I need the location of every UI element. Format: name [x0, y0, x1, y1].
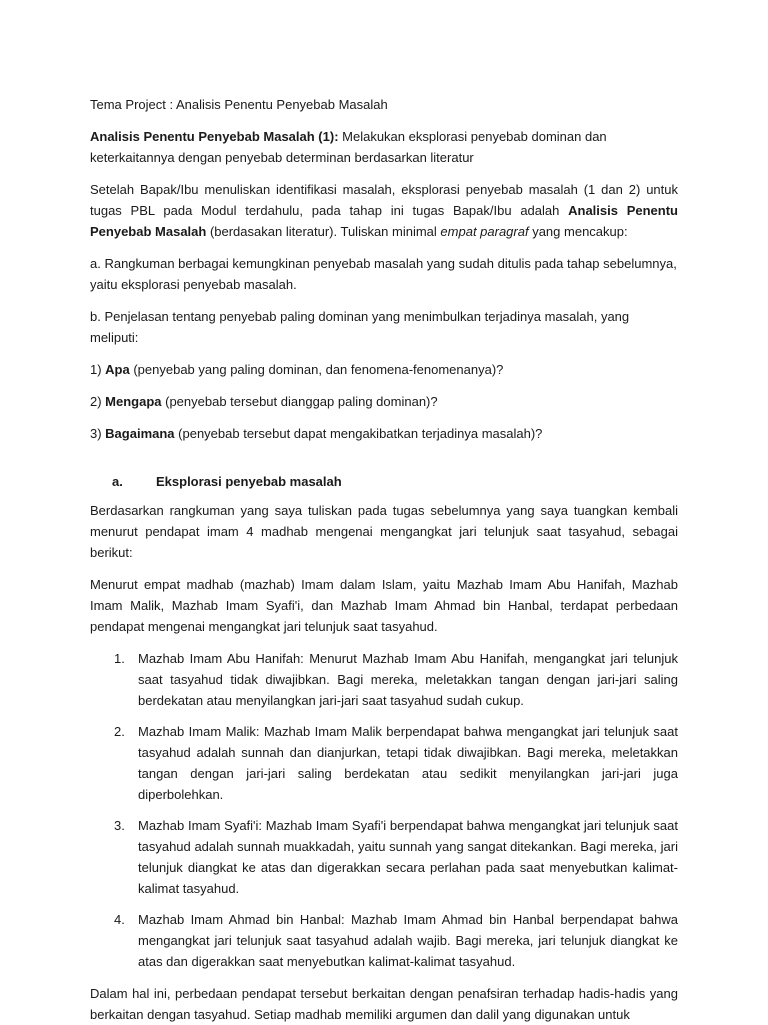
task-text-1: Setelah Bapak/Ibu menuliskan identifikasi masalah, eksplorasi penyebab masalah (1 dan 2) untuk tugas PBL pada Modul terdahulu, pada tahap ini tugas Bapak/Ibu adalah: [90, 182, 678, 218]
question-1-rest: (penyebab yang paling dominan, dan fenomena-fenomenanya)?: [129, 362, 504, 377]
intro-rest: Melakukan eksplorasi penyebab dominan dan keterkaitannya dengan penyebab determinan berdasarkan literatur: [90, 129, 607, 165]
intro-paragraph: [90, 126, 678, 168]
intro-bold: Analisis Penentu Penyebab Masalah (1):: [90, 129, 339, 144]
list-item-number: 2.: [114, 724, 125, 739]
question-2: [90, 391, 678, 412]
question-1: [90, 359, 678, 380]
question-3-rest: (penyebab tersebut dapat mengakibatkan terjadinya masalah)?: [174, 426, 543, 441]
list-item: [90, 909, 678, 972]
list-item-text: Mazhab Imam Syafi'i: Mazhab Imam Syafi'i berpendapat bahwa mengangkat jari telunjuk saat tasyahud adalah sunnah muakkadah, yaitu sunnah yang sangat ditekankan. Bagi mereka, jari telunjuk diangkat ke atas dan digerakkan secara perlahan pada saat menyebutkan kalimat-kalimat tasyahud.: [138, 818, 678, 896]
list-item-number: 4.: [114, 912, 125, 927]
list-item-text: Mazhab Imam Ahmad bin Hanbal: Mazhab Imam Ahmad bin Hanbal berpendapat bahwa mengangkat jari telunjuk saat tasyahud adalah wajib. Bagi mereka, jari telunjuk diangkat ke atas dan digerakkan saat menyebutkan kalimat-kalimat tasyahud.: [138, 912, 678, 969]
task-text-5: yang mencakup:: [528, 224, 628, 239]
question-1-bold: Apa: [105, 362, 130, 377]
question-3-bold: Bagaimana: [105, 426, 175, 441]
list-item-number: 1.: [114, 651, 125, 666]
list-item-text: Mazhab Imam Malik: Mazhab Imam Malik berpendapat bahwa mengangkat jari telunjuk saat tasyahud adalah sunnah dan dianjurkan, tetapi tidak diwajibkan. Bagi mereka, meletakkan tangan dengan jari-jari saling berdekatan atau sedikit menyilangkan jari-jari juga diperbolehkan.: [138, 724, 678, 802]
task-text-italic: empat paragraf: [440, 224, 529, 239]
point-a: a. Rangkuman berbagai kemungkinan penyebab masalah yang sudah ditulis pada tahap sebelumnya, yaitu eksplorasi penyebab masalah.: [90, 256, 677, 292]
question-3-num: 3): [90, 426, 106, 441]
task-paragraph: [90, 179, 678, 242]
task-text-3: (berdasakan literatur). Tuliskan minimal: [206, 224, 441, 239]
section-marker: a.: [112, 474, 123, 489]
body-paragraph-3: Dalam hal ini, perbedaan pendapat tersebut berkaitan dengan penafsiran terhadap hadis-hadis yang berkaitan dengan tasyahud. Setiap madhab memiliki argumen dan dalil yang digunakan untuk: [90, 986, 678, 1022]
question-3: [90, 423, 678, 444]
list-item: [90, 815, 678, 899]
project-theme-line: Tema Project : Analisis Penentu Penyebab Masalah: [90, 97, 388, 112]
point-b: b. Penjelasan tentang penyebab paling dominan yang menimbulkan terjadinya masalah, yang meliputi:: [90, 309, 630, 345]
list-item: [90, 648, 678, 711]
body-paragraph-2: Menurut empat madhab (mazhab) Imam dalam Islam, yaitu Mazhab Imam Abu Hanifah, Mazhab Imam Malik, Mazhab Imam Syafi'i, dan Mazhab Imam Ahmad bin Hanbal, terdapat perbedaan pendapat mengenai mengangkat jari telunjuk saat tasyahud.: [90, 577, 678, 634]
list-item: [90, 721, 678, 805]
question-2-num: 2): [90, 394, 106, 409]
section-heading: [90, 474, 678, 489]
question-1-num: 1): [90, 362, 106, 377]
question-2-bold: Mengapa: [105, 394, 162, 409]
list-item-text: Mazhab Imam Abu Hanifah: Menurut Mazhab Imam Abu Hanifah, mengangkat jari telunjuk saat tasyahud tidak diwajibkan. Bagi mereka, meletakkan tangan dengan jari-jari saling berdekatan atau menyilangkan jari-jari saat tasyahud sudah cukup.: [138, 651, 678, 708]
question-2-rest: (penyebab tersebut dianggap paling dominan)?: [161, 394, 438, 409]
list-item-number: 3.: [114, 818, 125, 833]
body-paragraph-1: Berdasarkan rangkuman yang saya tuliskan pada tugas sebelumnya yang saya tuangkan kembali menurut pendapat imam 4 madhab mengenai mengangkat jari telunjuk saat tasyahud, sebagai berikut:: [90, 503, 678, 560]
section-title: Eksplorasi penyebab masalah: [156, 474, 342, 489]
madhab-list: [90, 648, 678, 972]
task-text-bold: Analisis Penentu Penyebab Masalah: [90, 203, 678, 239]
